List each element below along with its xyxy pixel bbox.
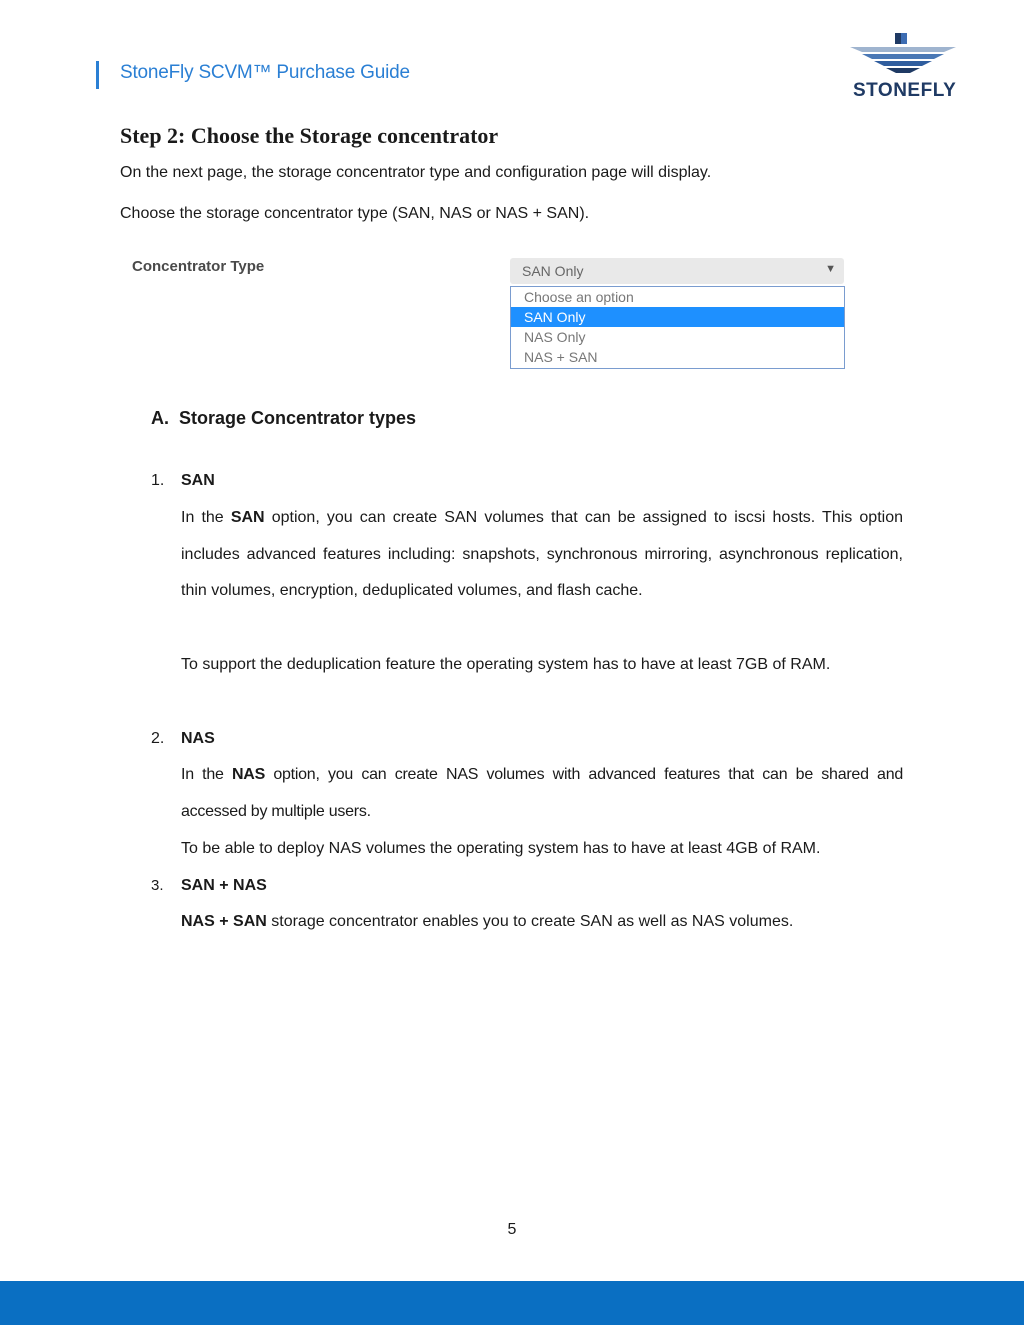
nas-text: option, you can create NAS volumes with advanced features that can be shared and accessed by multiple users. (181, 766, 903, 820)
option-san-only[interactable]: SAN Only (511, 307, 844, 327)
san-nas-text: storage concentrator enables you to create SAN as well as NAS volumes. (266, 913, 794, 930)
footer-bar (0, 1281, 1024, 1325)
san-text: option, you can create SAN volumes that can be assigned to iscsi hosts. This option includes advanced features including: snapshots, synchronous mirroring, asynchronous replication, thin volumes, encryption, deduplicated volumes, and flash cache. (181, 509, 903, 600)
san-text: In the (181, 509, 231, 526)
item-title-san: SAN (181, 472, 215, 489)
option-nas-san[interactable]: NAS + SAN (524, 349, 598, 365)
concentrator-type-select[interactable] (510, 258, 844, 284)
item-number: 1. (151, 472, 165, 489)
item-title-nas: NAS (181, 730, 215, 747)
concentrator-type-label: Concentrator Type (132, 258, 265, 275)
san-requirement: To support the deduplication feature the operating system has to have at least 7GB of RAM. (181, 656, 831, 673)
option-nas-only[interactable]: NAS Only (524, 329, 586, 345)
item-title-san-nas: SAN + NAS (181, 877, 267, 894)
document-title: StoneFly SCVM™ Purchase Guide (120, 62, 410, 83)
header-accent-bar (96, 61, 99, 89)
page-number: 5 (507, 1221, 517, 1238)
section-heading (151, 408, 416, 429)
san-nas-description (181, 904, 903, 941)
nas-description (181, 757, 903, 830)
concentrator-option-list (510, 286, 845, 369)
option-choose[interactable]: Choose an option (524, 289, 634, 305)
nas-text: In the (181, 766, 232, 783)
intro-paragraph: Choose the storage concentrator type (SAN, NAS or NAS + SAN). (120, 205, 590, 222)
logo-wordmark: STONEFLY (853, 80, 957, 101)
intro-paragraph: On the next page, the storage concentrator type and configuration page will display. (120, 164, 712, 181)
chevron-down-icon: ▼ (825, 263, 836, 275)
section-marker: A. (151, 408, 169, 428)
section-title: Storage Concentrator types (179, 408, 417, 428)
item-number: 3. (151, 877, 164, 894)
nas-bold: NAS (232, 766, 266, 783)
item-number: 2. (151, 730, 165, 747)
san-nas-bold: NAS + SAN (181, 913, 267, 930)
san-description (181, 500, 903, 610)
select-current-value: SAN Only (522, 263, 584, 279)
san-bold: SAN (230, 509, 265, 526)
step-heading: Step 2: Choose the Storage concentrator (120, 123, 499, 148)
nas-requirement: To be able to deploy NAS volumes the operating system has to have at least 4GB of RAM. (181, 840, 821, 857)
